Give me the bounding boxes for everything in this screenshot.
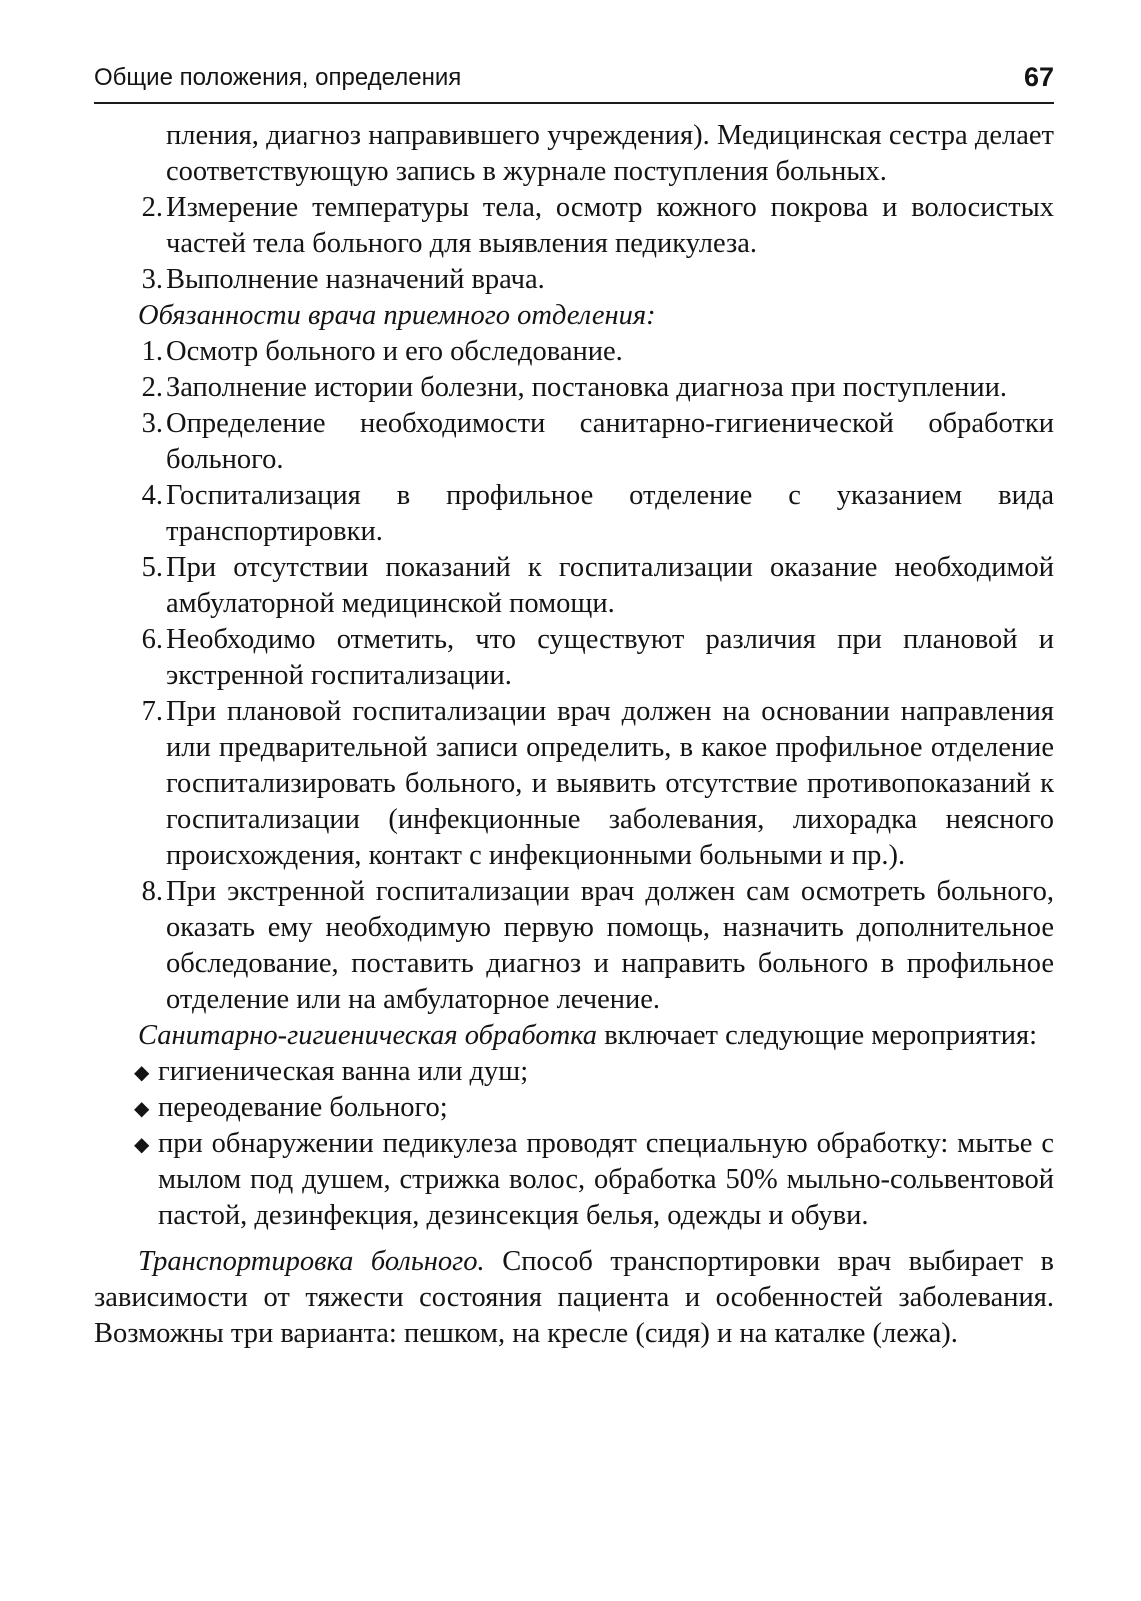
list-item: 3. Выполнение назначений врача. [141,264,545,295]
list-item: 8. При экстренной госпитализации врач должен сам осмотреть больного, оказать ему необходимую первую помощь, назначить дополнительное обследование, поставить диагноз и направить больного в профильное отделение или на амбулаторное лечение. [141,876,1054,1015]
transport-paragraph [94,1244,1054,1352]
sanitary-list [94,1054,1054,1234]
list-item: 2. Измерение температуры тела, осмотр кожного покрова и волосистых частей тела больного для выявления педикулеза. [141,192,1054,259]
list-item: 2. Заполнение истории болезни, постановка диагноза при поступлении. [141,372,1007,403]
page-body [94,118,1054,1352]
list-item: 5. При отсутствии показаний к госпитализации оказание необходимой амбулаторной медицинской помощи. [141,552,1054,619]
diamond-bullet-icon: ◆ [134,1134,150,1156]
sanitary-term: Санитарно-гигиеническая обработка [138,1020,598,1051]
sanitary-text: включает следующие мероприятия: [597,1020,1038,1051]
list-item: ◆ гигиеническая ванна или душ; [94,1054,1054,1090]
running-title: Общие положения, определения [94,64,462,91]
sanitary-paragraph [94,1018,1054,1054]
continued-paragraph: пления, диагноз направившего учреждения). Медицинская сестра делает соответствующую запись в журнале поступления больных. [166,120,1054,187]
list-item: 6. Необходимо отметить, что существуют различия при плановой и экстренной госпитализации. [141,624,1054,691]
diamond-bullet-icon: ◆ [134,1098,150,1120]
list-item: ◆ при обнаружении педикулеза проводят специальную обработку: мытье с мылом под душем, стрижка волос, обработка 50% мыльно-сольвентовой пастой, дезинфекция, дезинсекция белья, одежды и обуви. [134,1128,1054,1231]
list-item: 4. Госпитализация в профильное отделение с указанием вида транспортировки. [141,480,1054,547]
doctor-duties-heading: Обязанности врача приемного отделения: [138,300,656,331]
running-header [94,62,1054,104]
list-item: 7. При плановой госпитализации врач должен на основании направления или предварительной записи определить, в какое профильное отделение госпитализировать больного, и выявить отсутствие противопоказаний к госпитализации (инфекционные заболевания, лихорадка неясного происхождения, контакт с инфекционными больными и пр.). [141,696,1054,871]
list-item: 1. Осмотр больного и его обследование. [141,336,623,367]
list-item: 3. Определение необходимости санитарно-гигиенической обработки больного. [141,408,1054,475]
transport-term: Транспортировка больного. [138,1246,485,1277]
doctor-duties-list [94,334,1054,1018]
transport-text: Способ транспортировки врач выбирает в зависимости от тяжести состояния пациента и особенностей заболевания. Возможны три варианта: пешком, на кресле (сидя) и на каталке (лежа). [94,1246,1055,1349]
page-number: 67 [1023,62,1054,92]
list-item: ◆ переодевание больного; [94,1090,1054,1126]
nurse-duties-list [94,190,1054,298]
diamond-bullet-icon: ◆ [134,1062,150,1084]
